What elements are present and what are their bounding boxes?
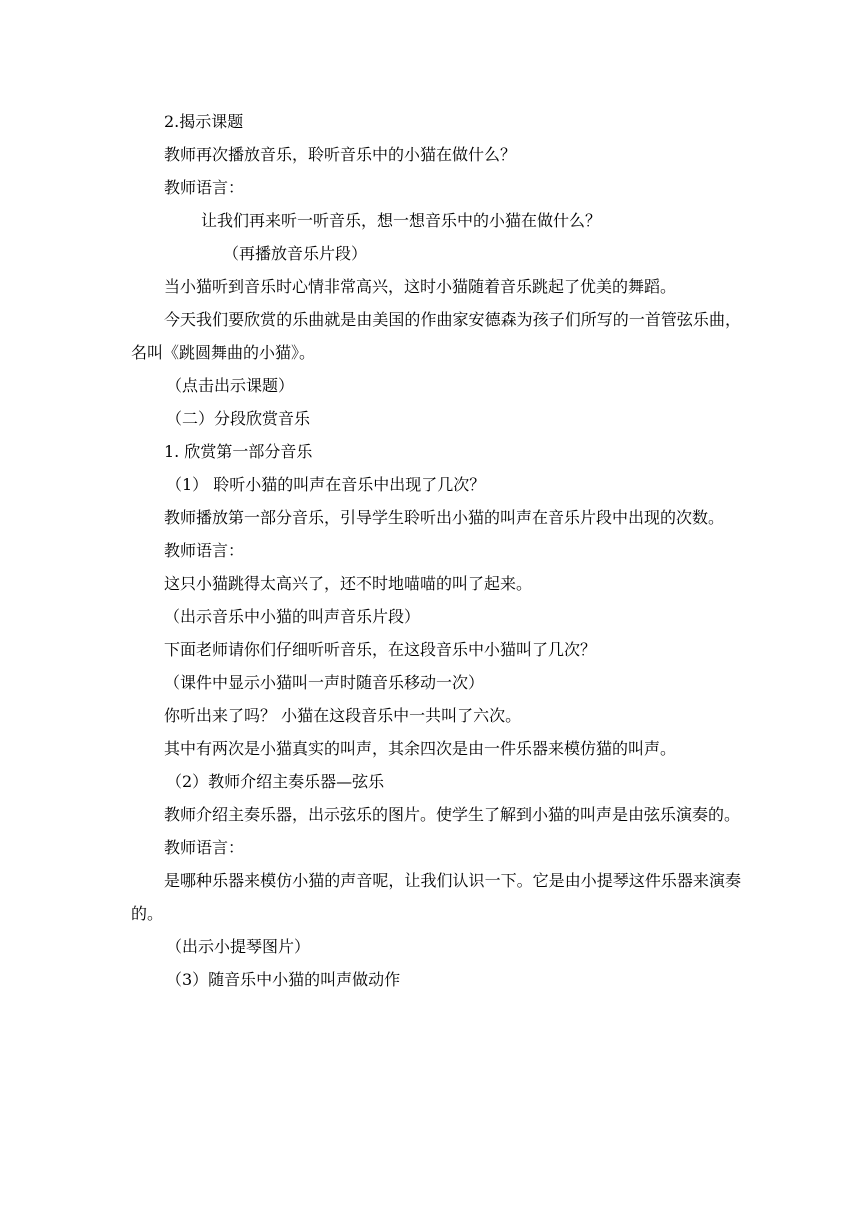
paragraph: 教师语言： (164, 838, 245, 857)
document-body (131, 105, 741, 996)
paragraph: （点击出示课题） (166, 376, 295, 395)
section-heading: 2.揭示课题 (164, 112, 244, 131)
paragraph: 教师语言： (164, 178, 245, 197)
paragraph: 教师介绍主奏乐器，出示弦乐的图片。使学生了解到小猫的叫声是由弦乐演奏的。 (164, 805, 741, 824)
paragraph: （出示音乐中小猫的叫声音乐片段） (164, 607, 421, 626)
paragraph: 今天我们要欣赏的乐曲就是由美国的作曲家安德森为孩子们所写的一首管弦乐曲，名叫《跳圆舞曲的小猫》。 (131, 310, 741, 362)
paragraph: 其中有两次是小猫真实的叫声，其余四次是由一件乐器来模仿猫的叫声。 (164, 739, 677, 758)
section-heading: （3）随音乐中小猫的叫声做动作 (166, 970, 401, 989)
paragraph: 让我们再来听一听音乐，想一想音乐中的小猫在做什么？ (201, 211, 602, 230)
paragraph: 你听出来了吗？ 小猫在这段音乐中一共叫了六次。 (164, 706, 522, 725)
paragraph: （出示小提琴图片） (166, 937, 311, 956)
section-heading: （1） 聆听小猫的叫声在音乐中出现了几次？ (166, 475, 486, 494)
paragraph: 教师语言： (164, 541, 245, 560)
paragraph: 教师再次播放音乐，聆听音乐中的小猫在做什么？ (164, 145, 517, 164)
paragraph: （再播放音乐片段） (223, 244, 368, 263)
paragraph: 下面老师请你们仔细听听音乐，在这段音乐中小猫叫了几次？ (164, 640, 597, 659)
section-heading: 1. 欣赏第一部分音乐 (164, 442, 313, 461)
paragraph: 教师播放第一部分音乐，引导学生聆听出小猫的叫声在音乐片段中出现的次数。 (164, 508, 725, 527)
paragraph: 是哪种乐器来模仿小猫的声音呢，让我们认识一下。它是由小提琴这件乐器来演奏的。 (131, 871, 741, 923)
section-heading: （2）教师介绍主奏乐器—弦乐 (166, 772, 385, 791)
section-heading: （二）分段欣赏音乐 (166, 409, 311, 428)
paragraph: （课件中显示小猫叫一声时随音乐移动一次） (164, 673, 485, 692)
paragraph: 这只小猫跳得太高兴了，还不时地喵喵的叫了起来。 (164, 574, 533, 593)
paragraph: 当小猫听到音乐时心情非常高兴，这时小猫随着音乐跳起了优美的舞蹈。 (164, 277, 677, 296)
